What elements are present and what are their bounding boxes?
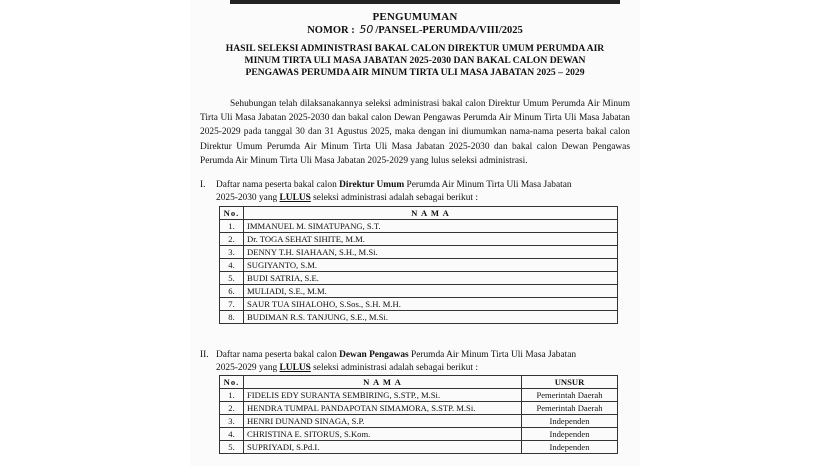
table-row (220, 311, 618, 324)
row-no: 6. (220, 285, 244, 298)
intro-paragraph (200, 97, 630, 168)
row-nama: HENDRA TUMPAL PANDAPOTAN SIMAMORA, S.STP. M.Si. (244, 402, 522, 415)
header-rule (230, 0, 620, 4)
section-bold: Direktur Umum (339, 180, 405, 190)
section-text: 2025-2030 yang (216, 193, 280, 203)
row-unsur: Independen (522, 415, 618, 428)
nomor-handwritten: 50 (359, 23, 374, 36)
row-no: 7. (220, 298, 244, 311)
row-no: 8. (220, 311, 244, 324)
section-bold: Dewan Pengawas (339, 350, 409, 360)
section-text: Perumda Air Minum Tirta Uli Masa Jabatan (404, 180, 572, 190)
lulus-label: LULUS (279, 363, 311, 373)
row-unsur: Independen (522, 441, 618, 454)
row-nama: FIDELIS EDY SURANTA SEMBIRING, S.STP., M.Si. (244, 389, 522, 402)
row-nama: CHRISTINA E. SITORUS, S.Kom. (244, 428, 522, 441)
row-no: 1. (220, 220, 244, 233)
section-text: Daftar nama peserta bakal calon (216, 350, 340, 360)
section-number: I. (200, 180, 206, 190)
row-nama: IMMANUEL M. SIMATUPANG, S.T. (244, 220, 618, 233)
table-row (220, 298, 618, 311)
table-header-row (220, 207, 618, 220)
intro-text: Sehubungan telah dilaksanakannya seleksi administrasi bakal calon Direktur Umum Perumda Air Minum Tirta Uli Masa Jabatan 2025-2030 dan bakal calon Dewan Pengawas Perumda Air Minum Tirta Uli Masa Jabatan 2025-2029 pada tanggal 30 dan 31 Agustus 2025, maka dengan ini diumumkan nama-nama peserta bakal calon Direktur Umum Perumda Air Minum Tirta Uli Masa Jabatan 2025-2030 dan bakal calon Dewan Pengawas Perumda Air Minum Tirta Uli Masa Jabatan 2025-2029 yang lulus seleksi administrasi. (200, 99, 630, 166)
row-nama: DENNY T.H. SIAHAAN, S.H., M.Si. (244, 246, 618, 259)
table-row (220, 246, 618, 259)
table-row (220, 272, 618, 285)
col-unsur: UNSUR (522, 376, 618, 389)
table-header-row (220, 376, 618, 389)
row-nama: SUPRIYADI, S.Pd.I. (244, 441, 522, 454)
section-dewan-pengawas (200, 349, 630, 375)
row-no: 2. (220, 402, 244, 415)
table-row (220, 259, 618, 272)
row-no: 4. (220, 428, 244, 441)
col-no: No. (220, 207, 244, 220)
row-no: 3. (220, 415, 244, 428)
nomor-prefix: NOMOR : (307, 25, 355, 36)
table-direktur-umum (219, 206, 618, 324)
row-nama: BUDIMAN R.S. TANJUNG, S.E., M.Si. (244, 311, 618, 324)
row-nama: MULIADI, S.E., M.M. (244, 285, 618, 298)
row-unsur: Pemerintah Daerah (522, 402, 618, 415)
document-title: PENGUMUMAN (372, 11, 458, 23)
row-no: 5. (220, 441, 244, 454)
col-no: No. (220, 376, 244, 389)
section-text: seleksi administrasi adalah sebagai berikut : (310, 193, 478, 203)
document-number (190, 23, 640, 36)
table-row (220, 441, 618, 454)
row-nama: SUGIYANTO, S.M. (244, 259, 618, 272)
table-dewan-pengawas (219, 375, 618, 454)
section-number: II. (200, 350, 209, 360)
row-no: 1. (220, 389, 244, 402)
section-text: Perumda Air Minum Tirta Uli Masa Jabatan (408, 350, 577, 360)
row-no: 2. (220, 233, 244, 246)
section-direktur-umum (200, 179, 630, 205)
lulus-label: LULUS (279, 193, 311, 203)
document-page (190, 0, 640, 466)
row-nama: BUDI SATRIA, S.E. (244, 272, 618, 285)
heading-line: MINUM TIRTA ULI MASA JABATAN 2025-2030 DAN BAKAL CALON DEWAN (244, 55, 586, 66)
section-text: 2025-2029 yang (216, 363, 280, 373)
section-text: seleksi administrasi adalah sebagai berikut : (310, 363, 478, 373)
table-row (220, 233, 618, 246)
row-unsur: Pemerintah Daerah (522, 389, 618, 402)
heading-line: HASIL SELEKSI ADMINISTRASI BAKAL CALON DIREKTUR UMUM PERUMDA AIR (225, 43, 605, 54)
col-nama: N A M A (244, 207, 618, 220)
row-nama: SAUR TUA SIHALOHO, S.Sos., S.H. M.H. (244, 298, 618, 311)
row-no: 5. (220, 272, 244, 285)
table-row (220, 428, 618, 441)
row-no: 4. (220, 259, 244, 272)
col-nama: N A M A (244, 376, 522, 389)
section-text: Daftar nama peserta bakal calon (216, 180, 340, 190)
row-no: 3. (220, 246, 244, 259)
row-unsur: Independen (522, 428, 618, 441)
document-heading (200, 43, 630, 79)
row-nama: HENRI DUNAND SINAGA, S.P. (244, 415, 522, 428)
table-row (220, 285, 618, 298)
row-nama: Dr. TOGA SEHAT SIHITE, M.M. (244, 233, 618, 246)
table-row (220, 415, 618, 428)
heading-line: PENGAWAS PERUMDA AIR MINUM TIRTA ULI MASA JABATAN 2025 – 2029 (245, 67, 585, 78)
nomor-suffix: /PANSEL-PERUMDA/VIII/2025 (375, 25, 523, 36)
table-row (220, 220, 618, 233)
table-row (220, 389, 618, 402)
table-row (220, 402, 618, 415)
